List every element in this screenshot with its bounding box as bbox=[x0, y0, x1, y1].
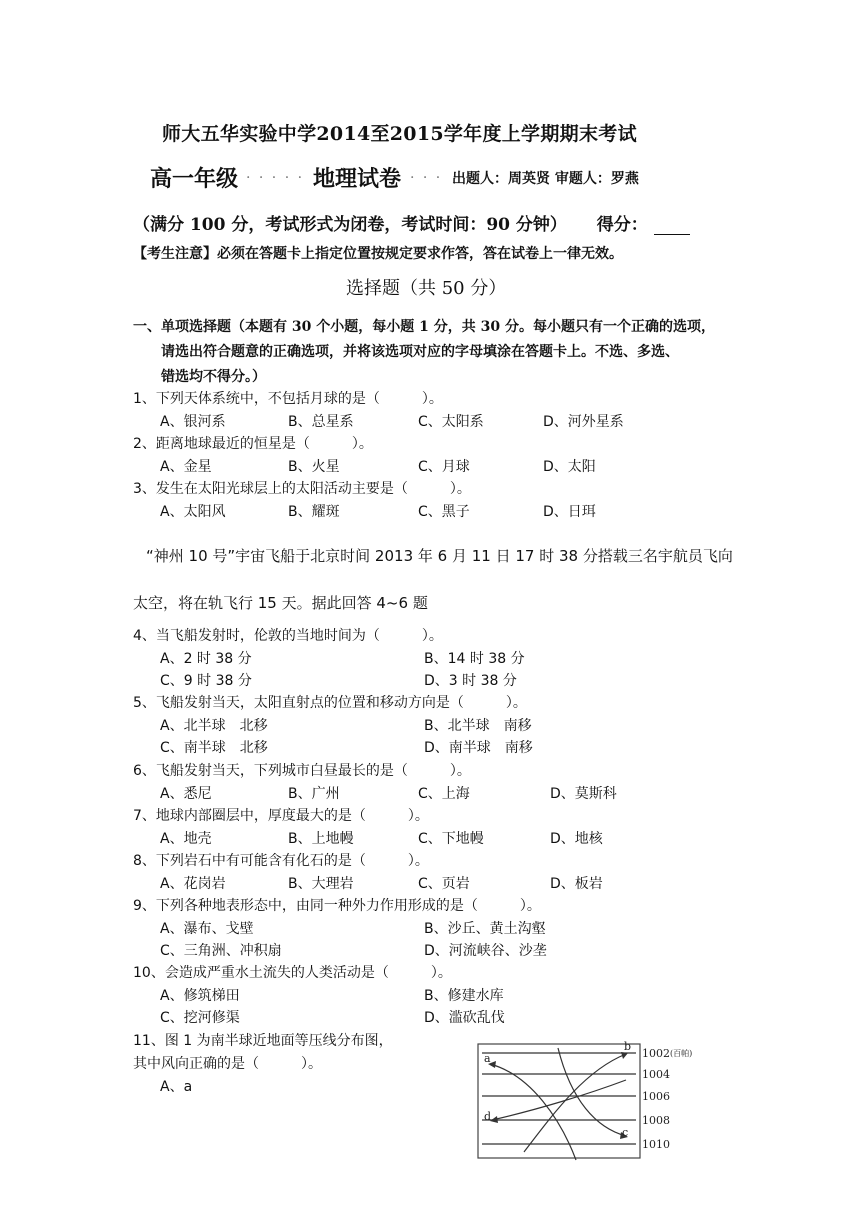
exam-info bbox=[133, 210, 690, 235]
question-stem: 5、飞船发射当天，太阳直射点的位置和移动方向是（ ）。 bbox=[133, 695, 527, 711]
option-d: D、日珥 bbox=[543, 504, 596, 520]
option-a: A、金星 bbox=[160, 459, 212, 475]
option-d: D、河流峡谷、沙垄 bbox=[424, 943, 547, 959]
authors-line: 出题人：周英贤 审题人：罗燕 bbox=[452, 171, 639, 187]
question-stem: 4、当飞船发射时，伦敦的当地时间为（ ）。 bbox=[133, 628, 443, 644]
option-a: A、悉尼 bbox=[160, 786, 212, 802]
isobar-label-1010: 1010 bbox=[642, 1138, 670, 1151]
option-d: D、太阳 bbox=[543, 459, 596, 475]
option-a: A、地壳 bbox=[160, 831, 212, 847]
option-d: D、3 时 38 分 bbox=[424, 673, 517, 689]
subject-label: 地理试卷 bbox=[313, 166, 402, 192]
option-c: C、月球 bbox=[418, 459, 470, 475]
option-a: A、北半球 北移 bbox=[160, 718, 268, 734]
option-d: D、板岩 bbox=[550, 876, 603, 892]
unit-label: (百帕) bbox=[670, 1049, 693, 1058]
option-d: D、河外星系 bbox=[543, 414, 624, 430]
question-stem: 7、地球内部圈层中，厚度最大的是（ ）。 bbox=[133, 808, 429, 824]
question-stem: 6、飞船发射当天，下列城市白昼最长的是（ ）。 bbox=[133, 763, 471, 779]
question-stem: 其中风向正确的是（ ）。 bbox=[133, 1056, 322, 1072]
exam-title: 师大五华实验中学2014至2015学年度上学期期末考试 bbox=[162, 123, 637, 145]
question-stem: 8、下列岩石中有可能含有化石的是（ ）。 bbox=[133, 853, 429, 869]
option-d: D、南半球 南移 bbox=[424, 740, 533, 756]
instruction-line: 一、单项选择题（本题有 30 个小题，每小题 1 分，共 30 分。每小题只有一个正确的选项， bbox=[133, 319, 715, 335]
question-stem: 2、距离地球最近的恒星是（ ）。 bbox=[133, 436, 373, 452]
option-b: B、耀斑 bbox=[288, 504, 340, 520]
option-b: B、火星 bbox=[288, 459, 340, 475]
isobar-figure bbox=[476, 1040, 708, 1164]
option-a: A、银河系 bbox=[160, 414, 226, 430]
option-b: B、北半球 南移 bbox=[424, 718, 532, 734]
arrow-label-a: a bbox=[484, 1052, 491, 1065]
question-stem: 1、下列天体系统中，不包括月球的是（ ）。 bbox=[133, 391, 443, 407]
option-c: C、9 时 38 分 bbox=[160, 673, 252, 689]
isobar-label-1004: 1004 bbox=[642, 1068, 670, 1081]
notice-text: 【考生注意】必须在答题卡上指定位置按规定要求作答，答在试卷上一律无效。 bbox=[133, 246, 623, 262]
option-a: A、花岗岩 bbox=[160, 876, 226, 892]
passage-text: “神州 10 号”宇宙飞船于北京时间 2013 年 6 月 11 日 17 时 38 分搭载三名宇航员飞向 bbox=[146, 547, 733, 565]
exam-info-text: （满分 100 分，考试形式为闭卷，考试时间：90 分钟） bbox=[133, 215, 567, 235]
option-c: C、上海 bbox=[418, 786, 470, 802]
grade-label: 高一年级 bbox=[150, 166, 239, 192]
option-c: C、页岩 bbox=[418, 876, 470, 892]
option-a: A、a bbox=[160, 1079, 193, 1095]
option-a: A、2 时 38 分 bbox=[160, 651, 252, 667]
score-label: 得分： bbox=[596, 215, 648, 235]
option-a: A、修筑梯田 bbox=[160, 988, 240, 1004]
option-a: A、太阳风 bbox=[160, 504, 226, 520]
arrow-label-d: d bbox=[484, 1110, 492, 1123]
arrow-label-c: c bbox=[622, 1126, 629, 1139]
arrowhead-b bbox=[621, 1052, 628, 1059]
figure-frame bbox=[478, 1044, 640, 1158]
option-c: C、三角洲、冲积扇 bbox=[160, 943, 282, 959]
option-d: D、滥砍乱伐 bbox=[424, 1010, 505, 1026]
option-a: A、瀑布、戈壁 bbox=[160, 921, 254, 937]
question-stem: 11、图 1 为南半球近地面等压线分布图， bbox=[133, 1033, 393, 1049]
option-b: B、广州 bbox=[288, 786, 340, 802]
wind-arrow-b bbox=[524, 1054, 629, 1152]
wind-arrow-d bbox=[492, 1080, 626, 1120]
option-d: D、莫斯科 bbox=[550, 786, 617, 802]
section-title: 选择题（共 50 分） bbox=[346, 278, 507, 299]
option-b: B、总星系 bbox=[288, 414, 354, 430]
instruction-line: 错选均不得分。） bbox=[161, 369, 266, 385]
question-stem: 10、会造成严重水土流失的人类活动是（ ）。 bbox=[133, 965, 452, 981]
option-c: C、太阳系 bbox=[418, 414, 484, 430]
dots-separator: · · · bbox=[410, 170, 443, 186]
instruction-line: 请选出符合题意的正确选项，并将该选项对应的字母填涂在答题卡上。不选、多选、 bbox=[161, 344, 679, 360]
isobar-label-1006: 1006 bbox=[642, 1090, 670, 1103]
isobar-label-1002: 1002 bbox=[642, 1047, 670, 1060]
option-b: B、14 时 38 分 bbox=[424, 651, 525, 667]
question-stem: 3、发生在太阳光球层上的太阳活动主要是（ ）。 bbox=[133, 481, 471, 497]
option-c: C、黑子 bbox=[418, 504, 470, 520]
arrow-label-b: b bbox=[624, 1040, 632, 1053]
option-b: B、沙丘、黄土沟壑 bbox=[424, 921, 546, 937]
question-stem: 9、下列各种地表形态中，由同一种外力作用形成的是（ ）。 bbox=[133, 898, 541, 914]
dots-separator: · · · · · bbox=[246, 170, 305, 186]
option-d: D、地核 bbox=[550, 831, 603, 847]
isobar-label-1008: 1008 bbox=[642, 1114, 670, 1127]
option-b: B、大理岩 bbox=[288, 876, 354, 892]
option-b: B、修建水库 bbox=[424, 988, 504, 1004]
wind-arrow-a bbox=[490, 1064, 576, 1160]
score-blank[interactable] bbox=[654, 216, 690, 235]
passage-text: 太空，将在轨飞行 15 天。据此回答 4~6 题 bbox=[133, 594, 428, 612]
option-c: C、南半球 北移 bbox=[160, 740, 268, 756]
option-c: C、下地幔 bbox=[418, 831, 484, 847]
isobar-lines bbox=[482, 1053, 636, 1144]
option-c: C、挖河修渠 bbox=[160, 1010, 240, 1026]
option-b: B、上地幔 bbox=[288, 831, 354, 847]
